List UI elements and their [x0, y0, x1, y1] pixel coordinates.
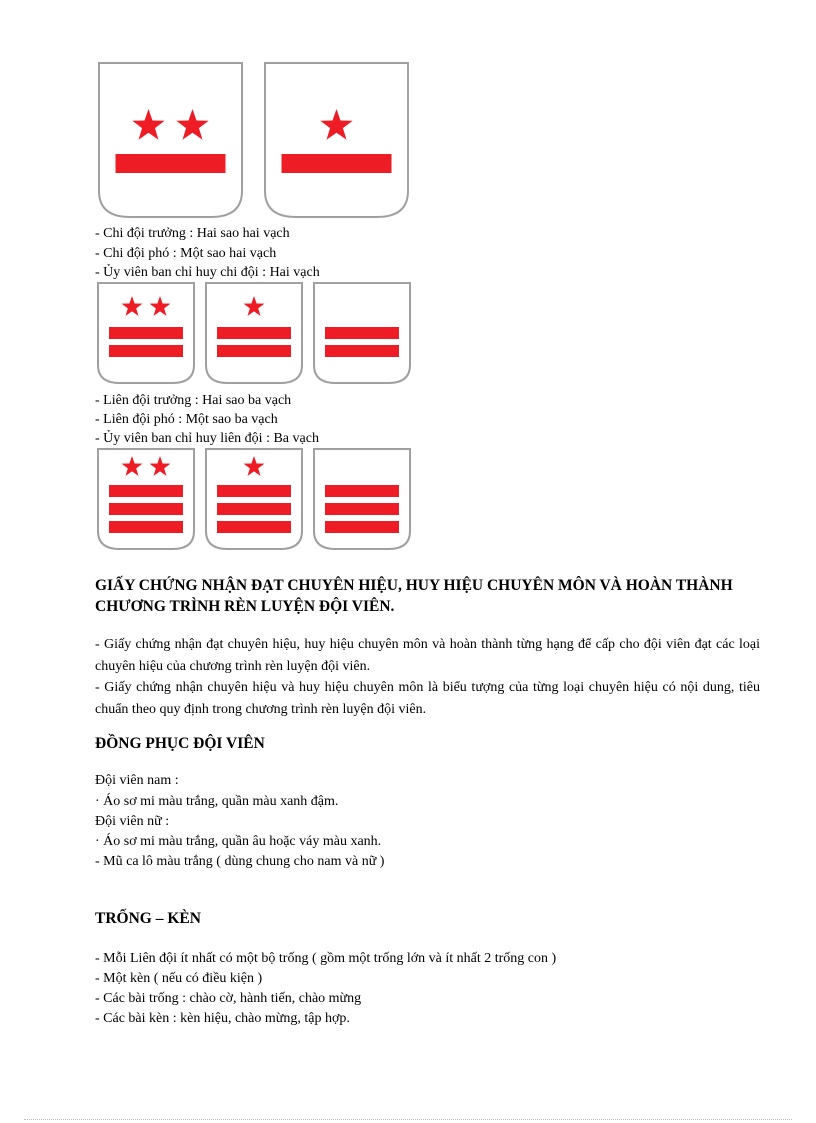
lien-doi-truong-badge: [98, 283, 194, 383]
stripe-bar: [109, 345, 183, 357]
ba-vach-badge: [314, 449, 410, 549]
uniform-heading: ĐỒNG PHỤC ĐỘI VIÊN: [95, 735, 265, 752]
certificate-heading-line2: CHƯƠNG TRÌNH RÈN LUYỆN ĐỘI VIÊN.: [95, 598, 395, 615]
chi-doi-truong-badge: [99, 63, 242, 217]
stripe-bar: [217, 345, 291, 357]
stripe-bar: [325, 521, 399, 533]
stripe-bar: [325, 345, 399, 357]
uniform-line: - Mũ ca lô màu trắng ( dùng chung cho nam và nữ ): [95, 854, 385, 869]
uniform-line: Đội viên nữ :: [95, 814, 170, 829]
ba-vach-mot-sao-badge: [206, 449, 302, 549]
drums-line: - Mỗi Liên đội ít nhất có một bộ trống ( gồm một trống lớn và ít nhất 2 trống con ): [95, 951, 557, 966]
stripe-bar: [282, 154, 392, 173]
stripe-bar: [109, 521, 183, 533]
caption-chi-doi-pho: - Chi đội phó : Một sao hai vạch: [95, 246, 277, 261]
badge-shield: [265, 63, 408, 217]
stripe-bar: [217, 485, 291, 497]
uniform-line: Đội viên nam :: [95, 773, 179, 788]
drums-line: - Một kèn ( nếu có điều kiện ): [95, 971, 263, 986]
stripe-bar: [217, 327, 291, 339]
stripe-bar: [325, 503, 399, 515]
lien-doi-pho-badge: [206, 283, 302, 383]
stripe-bar: [217, 503, 291, 515]
caption-lien-doi-pho: - Liên đội phó : Một sao ba vạch: [95, 412, 278, 427]
badge-shield: [98, 449, 194, 549]
stripe-bar: [217, 521, 291, 533]
uniform-line: · Áo sơ mi màu trắng, quần màu xanh đậm.: [95, 794, 339, 809]
caption-uy-vien-chi-doi: - Ủy viên ban chỉ huy chi đội : Hai vạch: [95, 265, 320, 280]
caption-uy-vien-lien-doi: - Ủy viên ban chỉ huy liên đội : Ba vạch: [95, 431, 319, 446]
drums-line: - Các bài trống : chào cờ, hành tiến, chào mừng: [95, 991, 362, 1006]
stripe-bar: [109, 327, 183, 339]
certificate-paragraph-1: - Giấy chứng nhận đạt chuyên hiệu, huy hiệu chuyên môn và hoàn thành từng hạng để cấp cho đội viên đạt các loại chuyên hiệu của chương trình rèn luyện đội viên.: [95, 637, 760, 674]
drums-line: - Các bài kèn : kèn hiệu, chào mừng, tập hợp.: [95, 1011, 350, 1026]
badge-row-lien-doi: [95, 282, 415, 388]
stripe-bar: [116, 154, 226, 173]
stripe-bar: [325, 327, 399, 339]
certificate-heading-line1: GIẤY CHỨNG NHẬN ĐẠT CHUYÊN HIỆU, HUY HIỆU CHUYÊN MÔN VÀ HOÀN THÀNH: [95, 577, 733, 594]
stripe-bar: [325, 485, 399, 497]
badge-shield: [314, 449, 410, 549]
uy-vien-lien-doi-badge: [314, 283, 410, 383]
certificate-paragraph-2: - Giấy chứng nhận chuyên hiệu và huy hiệu chuyên môn là biểu tượng của từng loại chuyên hiệu có nội dung, tiêu chuẩn theo quy định trong chương trình rèn luyện đội viên.: [95, 680, 760, 717]
drums-heading: TRỐNG – KÈN: [95, 910, 201, 927]
badge-row-ba-vach: [95, 448, 415, 554]
page-footer-rule: [24, 1119, 792, 1120]
uniform-line: · Áo sơ mi màu trắng, quần âu hoặc váy màu xanh.: [95, 834, 382, 849]
caption-chi-doi-truong: - Chi đội trưởng : Hai sao hai vạch: [95, 226, 290, 241]
badge-shield: [99, 63, 242, 217]
ba-vach-hai-sao-badge: [98, 449, 194, 549]
chi-doi-pho-badge: [265, 63, 408, 217]
stripe-bar: [109, 485, 183, 497]
caption-lien-doi-truong: - Liên đội trưởng : Hai sao ba vạch: [95, 393, 292, 408]
stripe-bar: [109, 503, 183, 515]
badge-row-chi-doi: [95, 62, 415, 222]
